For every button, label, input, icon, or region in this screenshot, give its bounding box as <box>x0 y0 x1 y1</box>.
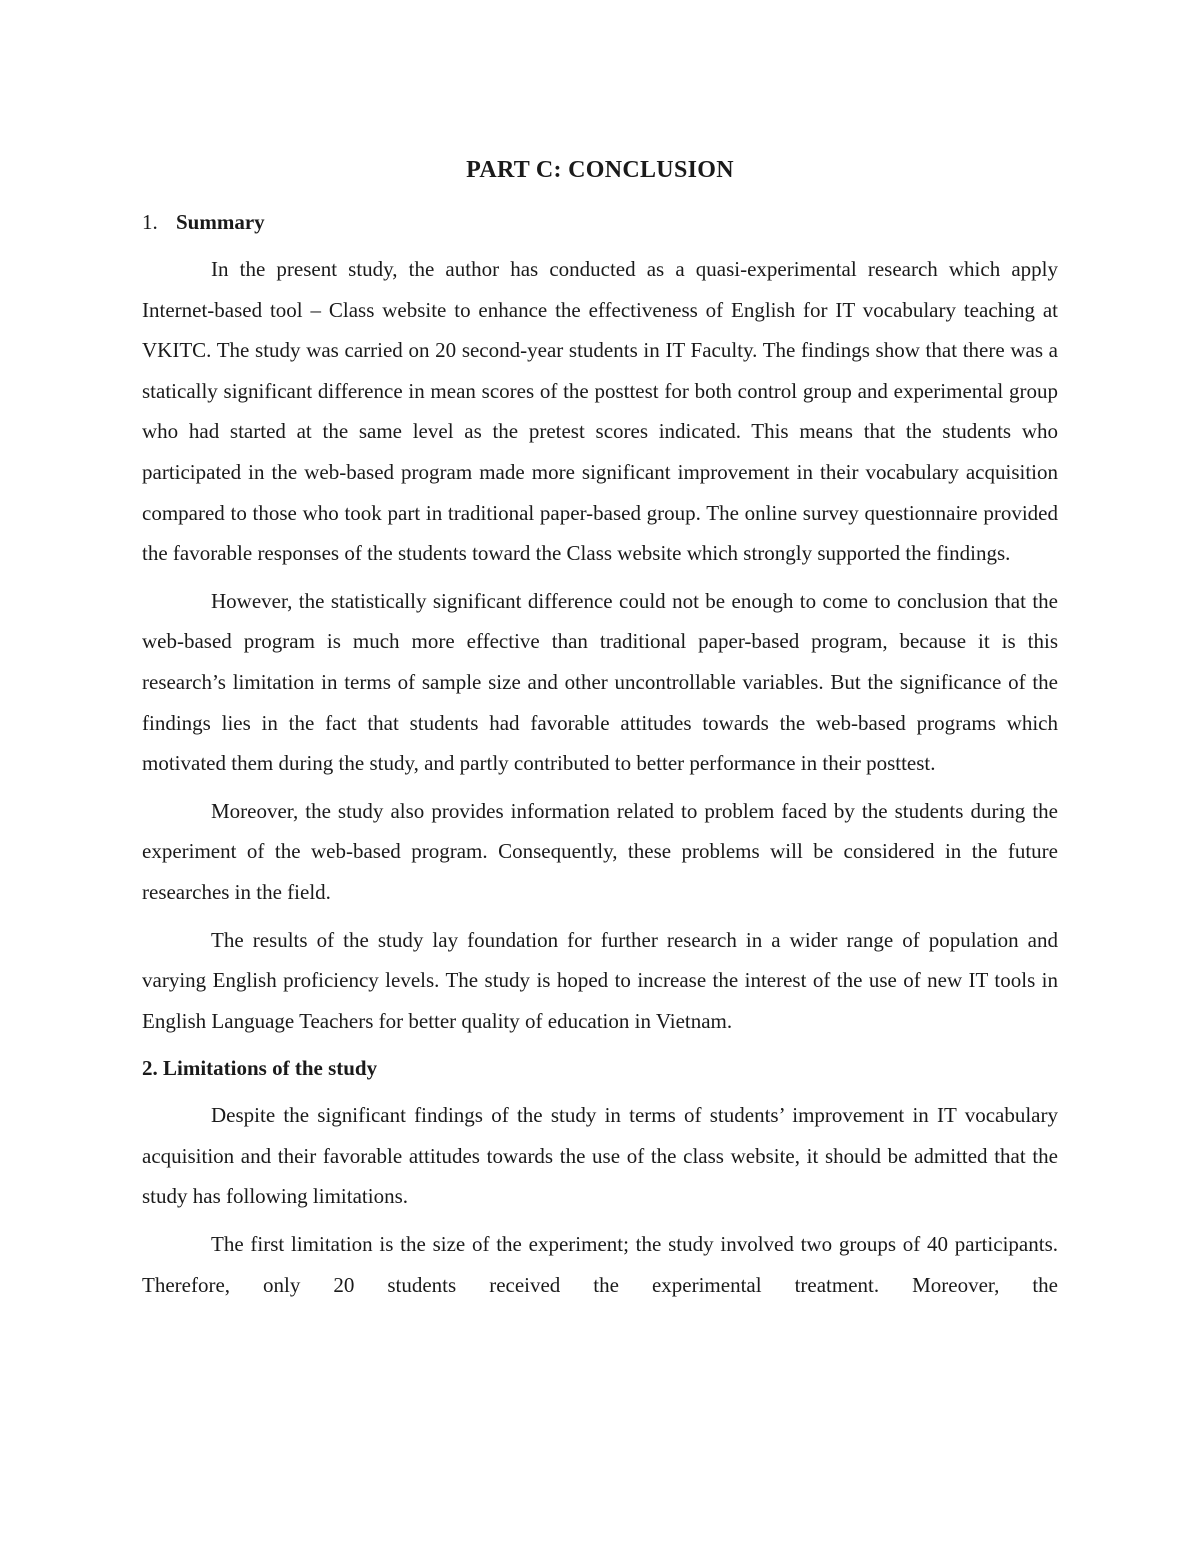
summary-paragraph-1: In the present study, the author has conducted as a quasi-experimental research which apply Internet-based tool – Class website to enhance the effectiveness of English for IT vocabulary teaching at VKITC. The study was carried on 20 second-year students in IT Faculty. The findings show that there was a statically significant difference in mean scores of the posttest for both control group and experimental group who had started at the same level as the pretest scores indicated. This means that the students who participated in the web-based program made more significant improvement in their vocabulary acquisition compared to those who took part in traditional paper-based group. The online survey questionnaire provided the favorable responses of the students toward the Class website which strongly supported the findings. <box>142 257 1058 566</box>
page-title: PART C: CONCLUSION <box>466 157 734 183</box>
summary-paragraph-3: Moreover, the study also provides information related to problem faced by the students during the experiment of the web-based program. Consequently, these problems will be considered in the future researches in the field. <box>142 798 1058 904</box>
summary-paragraph-2: However, the statistically significant difference could not be enough to come to conclusion that the web-based program is much more effective than traditional paper-based program, because it is this research’s limitation in terms of sample size and other uncontrollable variables. But the significance of the findings lies in the fact that students had favorable attitudes towards the web-based programs which motivated them during the study, and partly contributed to better performance in their posttest. <box>142 588 1058 776</box>
section-heading-summary <box>142 202 1058 242</box>
limitations-paragraph-1: Despite the significant findings of the study in terms of students’ improvement in IT vocabulary acquisition and their favorable attitudes towards the use of the class website, it should be admitted that the study has following limitations. <box>142 1103 1058 1209</box>
section-title: 2. Limitations of the study <box>142 1056 378 1081</box>
summary-paragraph-4: The results of the study lay foundation for further research in a wider range of population and varying English proficiency levels. The study is hoped to increase the interest of the use of new IT tools in English Language Teachers for better quality of education in Vietnam. <box>142 927 1058 1033</box>
document-page <box>142 150 1058 1312</box>
section-number: 1. <box>142 210 158 234</box>
section-title: Summary <box>176 210 265 234</box>
limitations-paragraph-2: The first limitation is the size of the experiment; the study involved two groups of 40 participants. Therefore, only 20 students received the experimental treatment. Moreover, the <box>142 1232 1058 1297</box>
section-heading-limitations <box>142 1048 1058 1088</box>
